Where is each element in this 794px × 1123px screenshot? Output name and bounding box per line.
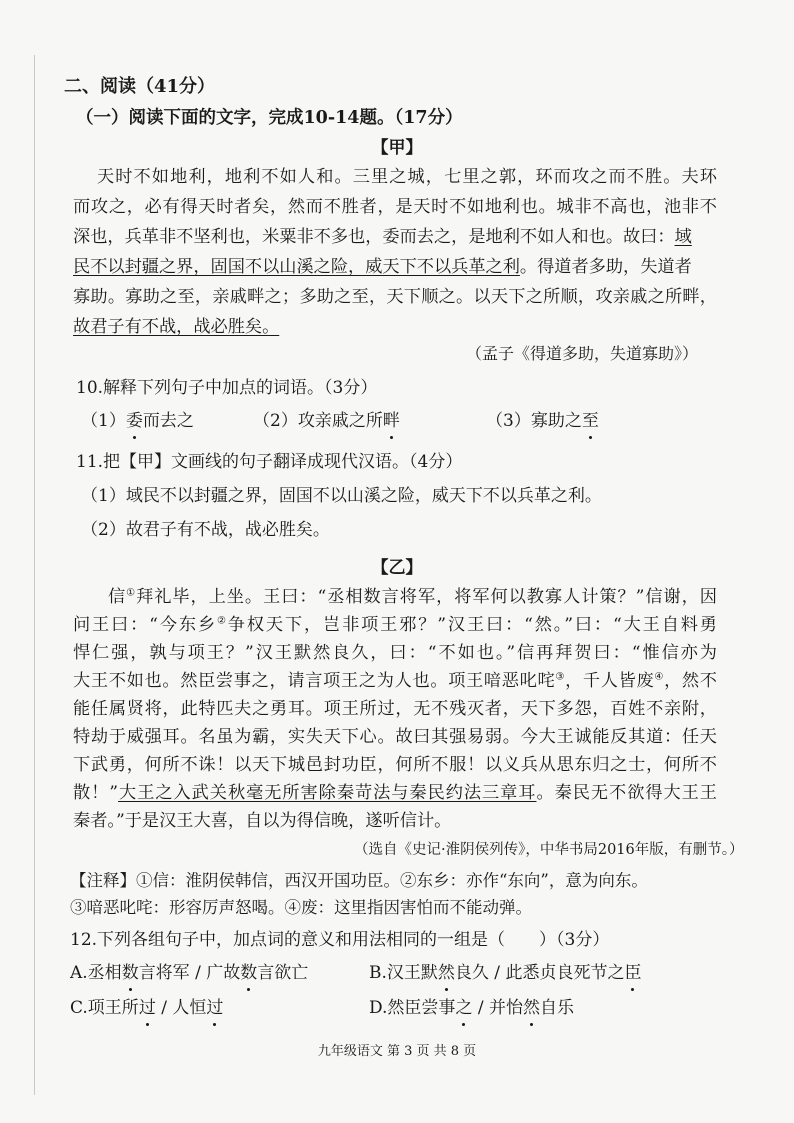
jia-line-3 [73, 226, 717, 248]
yi-line-2 [73, 614, 717, 636]
sub-heading: （一）阅读下面的文字，完成10-14题。（17分） [76, 108, 463, 128]
q10-option-1-prefix: （1） [81, 411, 126, 431]
yi-line-7: 下武勇，何所不诛！以天下城邑封功臣，何所不服！以义兵从思东归之士，何所不 [73, 755, 717, 775]
q10-option-3 [486, 410, 599, 432]
jia-line-6-underlined: 故君子有不战，战必胜矣。 [73, 317, 280, 337]
q12-a-dotted-1: 数 [121, 963, 139, 983]
q11-stem: 11.把【甲】文画线的句子翻译成现代汉语。（4分） [76, 452, 463, 472]
jia-line-6 [73, 316, 717, 338]
q12-d-dotted-1: 之 [455, 998, 473, 1018]
section-heading: 二、阅读（41分） [64, 76, 216, 97]
q12-c-prefix: C.项王所 [70, 998, 139, 1018]
q12-b-dotted-1: 然 [437, 963, 455, 983]
q12-d-dotted-2: 然 [522, 998, 540, 1018]
yi-line-1 [108, 586, 717, 608]
jia-line-4-underlined: 民不以封疆之界，固国不以山溪之险，威天下不以兵革之利 [73, 257, 520, 277]
q11-sentence-2: （2）故君子有不战，战必胜矣。 [81, 520, 330, 540]
notes-line-2: ③喑恶叱咤：形容厉声怒喝。④废：这里指因害怕而不能动弹。 [70, 898, 532, 917]
q10-option-2 [253, 410, 400, 432]
q12-stem: 12.下列各组句子中，加点词的意义和用法相同的一组是（ ）（3分） [70, 930, 610, 950]
yi-line-5: 能任属贤将，此特匹夫之勇耳。项王所过，无不残灭者，天下多怨，百姓不亲附， [73, 699, 717, 719]
q10-stem: 10.解释下列句子中加点的词语。（3分） [76, 378, 378, 398]
yi-line-8-b: 。秦民无不欲得大王王 [536, 783, 717, 803]
page-footer: 九年级语文 第 3 页 共 8 页 [317, 1044, 477, 1059]
q10-option-2-dotted: 畔 [382, 411, 400, 431]
q12-c-middle: / 人恒 [155, 998, 207, 1018]
yi-line-4-c: ，然不 [664, 671, 717, 691]
note-marker-3: ③ [555, 671, 566, 683]
note-marker-1: ① [126, 587, 137, 599]
q10-option-2-prefix: （2）攻亲戚之所 [253, 411, 383, 431]
q12-c-dotted-1: 过 [138, 998, 156, 1018]
yi-line-9: 秦者。”于是汉王大喜，自以为得信晚，遂听信计。 [73, 811, 452, 831]
jia-line-4-rest: 。得道者多助，失道者 [519, 257, 692, 277]
q11-sentence-1: （1）域民不以封疆之界，固国不以山溪之险，威天下不以兵革之利。 [81, 486, 602, 506]
note-marker-4: ④ [654, 671, 665, 683]
q10-option-3-prefix: （3）寡助之 [486, 411, 582, 431]
jia-line-2: 而攻之，必有得天时者矣，然而不胜者，是天时不如地利也。城非不高也，池非不 [73, 197, 717, 217]
q12-a-middle: 言将军 / 广故 [138, 963, 241, 983]
yi-line-4-b: ，千人皆废 [565, 671, 655, 691]
q12-option-a [70, 962, 308, 984]
jia-line-1: 天时不如地利，地利不如人和。三里之城，七里之郭，环而攻之而不胜。夫环 [97, 167, 717, 187]
q10-option-3-dotted: 至 [581, 411, 599, 431]
q12-b-dotted-2: 臣 [624, 963, 642, 983]
q12-b-middle: 良久 / 此悉贞良死节之 [454, 963, 625, 983]
yi-line-3: 悍仁强，孰与项王？”汉王默然良久，曰：“不如也。”信再拜贺曰：“惟信亦为 [73, 643, 717, 663]
yi-line-4-a: 大王不如也。然臣尝事之，请言项王之为人也。项王喑恶叱咤 [73, 671, 556, 691]
jia-line-4 [73, 256, 717, 278]
note-marker-2: ② [216, 615, 228, 627]
q12-a-suffix: 言欲亡 [257, 963, 309, 983]
q12-b-prefix: B.汉王默 [369, 963, 438, 983]
yi-line-6: 特劫于威强耳。名虽为霸，实失天下心。故曰其强易弱。今大王诚能反其道：任天 [73, 727, 717, 747]
q12-d-prefix: D.然臣尝事 [369, 998, 456, 1018]
q12-option-d [369, 997, 574, 1019]
q10-option-1-suffix: 而去之 [142, 411, 194, 431]
q12-a-prefix: A.丞相 [70, 963, 122, 983]
yi-line-2-a: 问王曰：“今东乡 [73, 615, 217, 635]
jia-line-3-text: 深也，兵革非不坚利也，米粟非不多也，委而去之，是地利不如人和也。故曰： [73, 227, 675, 247]
q12-a-dotted-2: 数 [240, 963, 258, 983]
notes-line-1: 【注释】①信：淮阴侯韩信，西汉开国功臣。②东乡：亦作“东向”，意为向东。 [70, 871, 648, 890]
jia-line-5: 寡助。寡助之至，亲戚畔之；多助之至，天下顺之。以天下之所顺，攻亲戚之所畔， [73, 287, 717, 307]
yi-line-1-b: 拜礼毕，上坐。王曰：“丞相数言将军，将军何以教寡人计策？”信谢，因 [136, 587, 717, 607]
yi-line-2-b: 争权天下，岂非项王邪？”汉王曰：“然。”曰：“大王自料勇 [227, 615, 717, 635]
q12-option-c [70, 997, 223, 1019]
q10-option-1-dotted: 委 [125, 411, 143, 431]
q12-d-suffix: 自乐 [539, 998, 574, 1018]
q12-c-dotted-2: 过 [206, 998, 224, 1018]
yi-source: （选自《史记·淮阴侯列传》，中华书局2016年版，有删节。） [354, 842, 744, 858]
q10-option-1 [81, 410, 194, 432]
yi-line-8-underlined: 大王之入武关秋毫无所害除秦苛法与秦民约法三章耳 [118, 783, 537, 803]
yi-line-8 [73, 782, 717, 804]
yi-line-8-a: 散！” [73, 783, 119, 803]
yi-line-4 [73, 670, 717, 692]
q12-option-b [369, 962, 641, 984]
passage-jia-label: 【甲】 [371, 138, 423, 158]
jia-source: （孟子《得道多助，失道寡助》） [466, 344, 699, 363]
yi-line-1-a: 信 [108, 587, 127, 607]
passage-yi-label: 【乙】 [371, 558, 423, 578]
jia-line-3-underlined: 域 [674, 227, 692, 247]
q12-d-middle: / 并怡 [472, 998, 523, 1018]
